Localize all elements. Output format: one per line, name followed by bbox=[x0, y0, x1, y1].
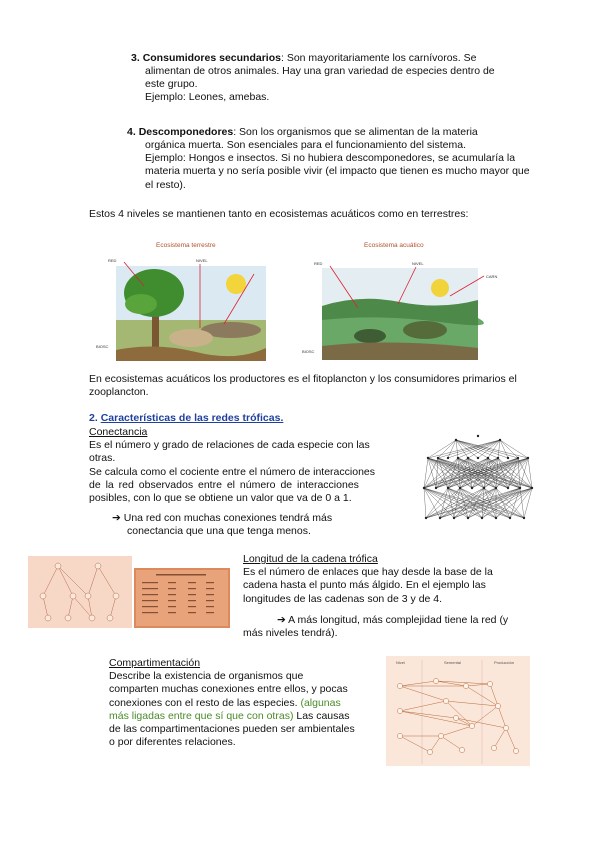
compartment-node bbox=[491, 745, 496, 750]
network-link bbox=[468, 440, 500, 458]
compartimentacion-heading: Compartimentación bbox=[109, 657, 201, 669]
compartment-node bbox=[495, 703, 500, 708]
network-link bbox=[500, 440, 528, 458]
network-node bbox=[519, 487, 521, 489]
item-4-line-1: 4. Descomponedores: Son los organismos que se alimentan de la materia bbox=[127, 126, 478, 138]
longitud-arrow: ➔ A más longitud, más complejidad tiene la red (y más niveles tendrá). bbox=[243, 614, 509, 640]
conectancia-arrow: ➔ Una red con muchas conexiones tendrá más conectancia que una que tenga menos. bbox=[112, 512, 333, 538]
fig-label-red-2: RED bbox=[314, 261, 323, 266]
conectancia-heading: Conectancia bbox=[89, 426, 148, 438]
compartment-node bbox=[397, 708, 402, 713]
fig-label-biosc: BIOSC bbox=[96, 344, 109, 349]
network-link bbox=[424, 458, 488, 488]
network-node bbox=[487, 457, 489, 459]
network-node bbox=[447, 487, 449, 489]
compartment-node bbox=[513, 748, 518, 753]
conectancia-block: Conectancia Es el número y grado de relaciones de cada especie con las otras. Se calcula como el cociente entre el número de interacciones de la red observados entre el número de interacciones posibles, con lo que se obtiene un valor que va de 0 a 1. bbox=[89, 426, 397, 505]
aquatic-ecosystem-figure bbox=[300, 238, 500, 364]
network-link bbox=[424, 458, 498, 488]
network-node bbox=[509, 517, 511, 519]
comp-label-3: Producción bbox=[494, 660, 515, 665]
network-link bbox=[426, 488, 532, 518]
network-node bbox=[527, 457, 529, 459]
network-node bbox=[423, 487, 425, 489]
network-link bbox=[424, 488, 440, 518]
network-link bbox=[510, 488, 532, 518]
network-node bbox=[471, 487, 473, 489]
network-node bbox=[467, 457, 469, 459]
compartment-node bbox=[443, 698, 448, 703]
network-node bbox=[517, 457, 519, 459]
network-link bbox=[456, 440, 488, 458]
comp-label-1: Nivel bbox=[396, 660, 405, 665]
fig-label-nivel-2: NIVEL bbox=[412, 261, 424, 266]
network-node bbox=[477, 457, 479, 459]
aquatic-title: Ecosistema acuático bbox=[364, 242, 424, 249]
longitud-block: Longitud de la cadena trófica Es el número de enlaces que hay desde la base de la cadena hasta el punto más álgido. En el ejemplo las longitudes de las cadenas son de 3 y de 4. bbox=[243, 553, 531, 606]
longitud-heading: Longitud de la cadena trófica bbox=[243, 553, 378, 565]
fig-label-nivel: NIVEL bbox=[196, 258, 208, 263]
network-node bbox=[457, 457, 459, 459]
levels-intro: Estos 4 niveles se mantienen tanto en ecosistemas acuáticos como en terrestres: bbox=[89, 208, 469, 220]
section-2-title: Características de las redes tróficas. bbox=[100, 412, 284, 424]
compartment-node bbox=[487, 681, 492, 686]
network-link bbox=[456, 440, 518, 458]
compartment-node bbox=[433, 678, 438, 683]
network-node bbox=[467, 517, 469, 519]
network-link bbox=[428, 440, 456, 458]
item-3-body: alimentan de otros animales. Hay una gran variedad de especies dentro de este grupo. Ejemplo: Leones, amebas. bbox=[145, 65, 495, 104]
network-node bbox=[439, 517, 441, 519]
network-link bbox=[454, 488, 532, 518]
section-2-heading: 2. Características de las redes tróficas. bbox=[89, 412, 284, 424]
compartment-node bbox=[503, 725, 508, 730]
network-node bbox=[531, 487, 533, 489]
fig-label-biosc-2: BIOSC bbox=[302, 349, 315, 354]
network-link bbox=[482, 488, 484, 518]
connectance-network-diagram bbox=[418, 430, 538, 525]
arrow-icon-2: ➔ bbox=[277, 614, 286, 626]
network-node bbox=[425, 517, 427, 519]
item-4-body: orgánica muerta. Son esenciales para el funcionamiento del sistema. Ejemplo: Hongos e insectos. Si no hubiera descomponedores, se acumularía la materia muerta y no sería posible vivir (el impacto que tienen es mucho mayor que el resto). bbox=[145, 139, 530, 191]
network-node bbox=[437, 457, 439, 459]
network-node bbox=[455, 439, 457, 441]
fig-label-red: RED bbox=[108, 258, 117, 263]
compartment-diagram bbox=[386, 656, 530, 766]
terrestrial-ecosystem-figure bbox=[96, 238, 271, 364]
compartimentacion-block: Compartimentación Describe la existencia de organismos que comparten muchas conexiones entre ellos, y pocas conexiones con el resto de las especies. (algunas más ligadas entre que sí que con otras) Las causas de las compartimentaciones pueden ser ambientales o por diferentes relaciones. bbox=[109, 657, 373, 749]
network-link bbox=[424, 488, 426, 518]
network-node bbox=[507, 487, 509, 489]
network-node bbox=[497, 457, 499, 459]
network-node bbox=[495, 517, 497, 519]
network-link bbox=[524, 488, 532, 518]
network-node bbox=[481, 517, 483, 519]
network-link bbox=[438, 458, 460, 488]
network-node bbox=[447, 457, 449, 459]
compartment-node bbox=[397, 683, 402, 688]
terrestrial-title: Ecosistema terrestre bbox=[156, 242, 216, 249]
fig-label-carn: CARN bbox=[486, 274, 498, 279]
item-3-line-1: 3. Consumidores secundarios: Son mayoritariamente los carnívoros. Se bbox=[131, 52, 477, 64]
network-node bbox=[483, 487, 485, 489]
network-node bbox=[523, 517, 525, 519]
item-4 bbox=[127, 126, 537, 139]
network-node bbox=[507, 457, 509, 459]
network-node bbox=[427, 457, 429, 459]
compartment-node bbox=[463, 683, 468, 688]
food-web-chain-figure bbox=[28, 556, 132, 628]
network-node bbox=[453, 517, 455, 519]
comp-label-2: Semental bbox=[444, 660, 461, 665]
network-link bbox=[438, 440, 500, 458]
compartment-node bbox=[397, 733, 402, 738]
item-3 bbox=[131, 52, 531, 65]
aquatic-paragraph: En ecosistemas acuáticos los productores es el fitoplancton y los consumidores primarios el zooplancton. bbox=[89, 373, 517, 399]
compartment-node bbox=[438, 733, 443, 738]
network-node bbox=[499, 439, 501, 441]
network-node bbox=[495, 487, 497, 489]
network-node bbox=[435, 487, 437, 489]
network-node bbox=[459, 487, 461, 489]
compartment-node bbox=[427, 749, 432, 754]
compartment-node bbox=[453, 715, 458, 720]
compartment-node bbox=[459, 747, 464, 752]
arrow-icon: ➔ bbox=[112, 512, 121, 524]
food-web-table-figure bbox=[134, 568, 230, 628]
compartment-node bbox=[469, 723, 474, 728]
network-node bbox=[477, 435, 479, 437]
